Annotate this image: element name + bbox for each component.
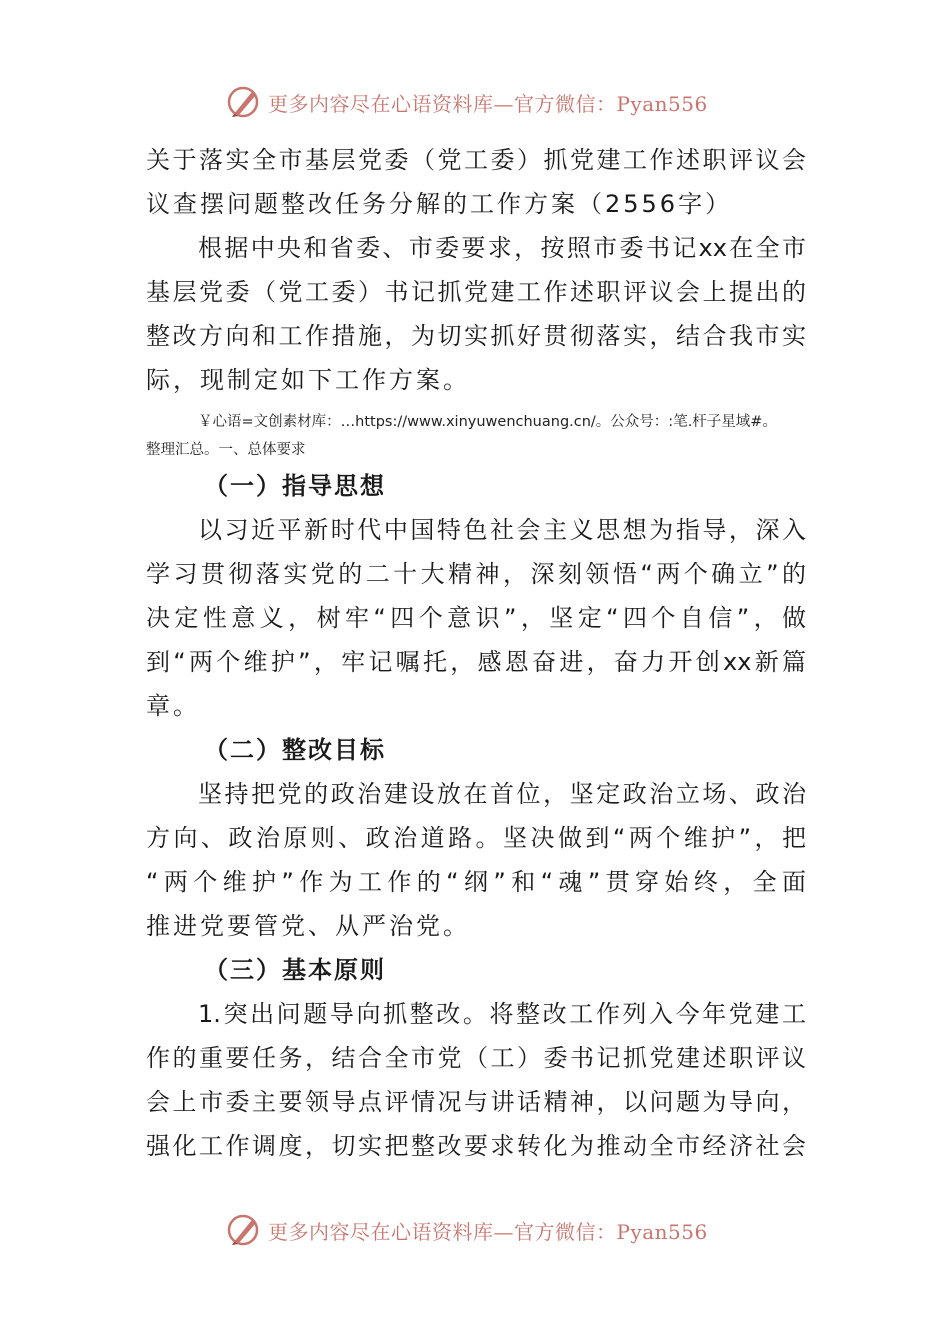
notice-line: ￥心语=文创素材库：…https://www.xinyuwenchuang.cn/。公众号：:笔.杆子星域#。 (198, 414, 777, 430)
title-line: 关于落实全市基层党委（党工委）抓党建工作述职评议会 (146, 146, 806, 174)
paragraph-line: 学习贯彻落实党的二十大精神，深刻领悟“两个确立”的 (146, 560, 806, 588)
paragraph-line: 以习近平新时代中国特色社会主义思想为指导，深入 (198, 516, 806, 544)
paragraph-line: 会上市委主要领导点评情况与讲话精神，以问题为导向， (146, 1088, 806, 1116)
intro-line: 整改方向和工作措施，为切实抓好贯彻落实，结合我市实 (146, 322, 806, 350)
document-body (146, 138, 806, 1168)
notice-line: 整理汇总。一、总体要求 (146, 442, 306, 458)
pen-circle-logo-icon (226, 1212, 262, 1248)
section-heading: （二）整改目标 (204, 736, 386, 764)
paragraph-line: 章。 (146, 692, 200, 720)
section-heading: （一）指导思想 (204, 472, 386, 500)
paragraph-line: 决定性意义，树牢“四个意识”，坚定“四个自信”，做 (146, 604, 806, 632)
paragraph-line: 坚持把党的政治建设放在首位，坚定政治立场、政治 (198, 780, 806, 808)
banner-text: 更多内容尽在心语资料库—官方微信：Pyan556 (268, 1219, 708, 1244)
intro-line: 根据中央和省委、市委要求，按照市委书记xx在全市 (198, 234, 806, 262)
paragraph-line: 方向、政治原则、政治道路。坚决做到“两个维护”，把 (146, 824, 806, 852)
paragraph-line: “两个维护”作为工作的“纲”和“魂”贯穿始终，全面 (146, 868, 806, 896)
paragraph-line: 1.突出问题导向抓整改。将整改工作列入今年党建工 (198, 1000, 806, 1028)
title-line: 议查摆问题整改任务分解的工作方案（2556字） (146, 190, 733, 218)
paragraph-line: 强化工作调度，切实把整改要求转化为推动全市经济社会 (146, 1132, 806, 1160)
paragraph-line: 推进党要管党、从严治党。 (146, 912, 470, 940)
intro-line: 际，现制定如下工作方案。 (146, 366, 470, 394)
footer-banner (226, 1210, 708, 1250)
header-banner (226, 82, 708, 122)
pen-circle-logo-icon (226, 84, 262, 120)
paragraph-line: 到“两个维护”，牢记嘱托，感恩奋进，奋力开创xx新篇 (146, 648, 806, 676)
banner-text: 更多内容尽在心语资料库—官方微信：Pyan556 (268, 91, 708, 116)
intro-line: 基层党委（党工委）书记抓党建工作述职评议会上提出的 (146, 278, 806, 306)
paragraph-line: 作的重要任务，结合全市党（工）委书记抓党建述职评议 (146, 1044, 806, 1072)
section-heading: （三）基本原则 (204, 956, 386, 984)
